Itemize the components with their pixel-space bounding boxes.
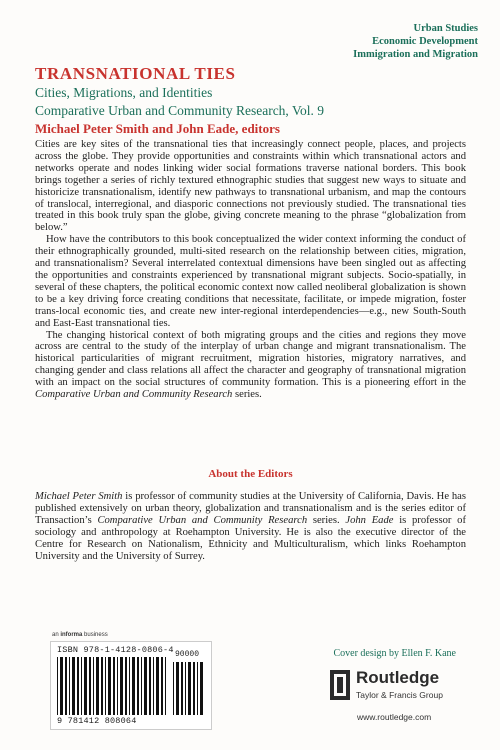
book-description — [35, 139, 466, 401]
ean-barcode-bars — [57, 657, 169, 715]
book-header — [35, 64, 475, 138]
description-paragraph: How have the contributors to this book conceptualized the wider context informing the conduct of their ethnographically grounded, multi-sited research on the relationship between cities, migration, and transnationalism? Several interrelated contextual dimensions have been singled out as affecting the opportunities and constraints experienced by transnational migrant subjects. Socio-spatially, in several of these chapters, the political economic context now called neoliberal globalization is shown to be a key driving force creating conditions that necessitate, facilitate, or impede migration, foster trans-local economic ties, and create new inter-regional interdependencies—e.g., new South-South and East-East transnational ties. — [35, 234, 466, 329]
series-title-italic: Comparative Urban and Community Research — [35, 389, 233, 401]
book-title: TRANSNATIONAL TIES — [35, 64, 236, 83]
subject-categories — [353, 22, 478, 61]
publisher-group: Taylor & Francis Group — [356, 690, 443, 700]
cover-design-credit: Cover design by Ellen F. Kane — [333, 648, 456, 659]
routledge-mark-icon — [330, 670, 350, 700]
editors-line: Michael Peter Smith and John Eade, editors — [35, 121, 280, 136]
publisher-name: Routledge — [356, 668, 440, 687]
informa-business-tag: an informa business — [52, 632, 108, 638]
isbn-number: ISBN 978-1-4128-0806-4 — [57, 645, 174, 655]
about-editors-text: Michael Peter Smith is professor of community studies at the University of California, Davis. He has published extensively on urban theory, globalization and transnationalism and is the series editor of Transaction’s Comparative Urban and Community Research series. John Eade is professor of sociology and anthropology at Roehampton University. He is also the executive director of the Centre for Research on Nationalism, Ethnicity and Multiculturalism, which links Roehampton University and the University of Surrey. — [35, 491, 466, 562]
publisher-url: www.routledge.com — [357, 712, 432, 722]
editor-name: Michael Peter Smith — [35, 491, 123, 502]
isbn-barcode — [50, 641, 212, 730]
editor-name: John Eade — [345, 514, 394, 526]
book-subtitle: Cities, Migrations, and Identities — [35, 85, 213, 100]
series-line: Comparative Urban and Community Research, Vol. 9 — [35, 103, 324, 118]
about-editors-heading: About the Editors — [208, 468, 293, 480]
subject-category: Economic Development — [372, 36, 478, 47]
description-paragraph: Cities are key sites of the transnational ties that increasingly connect people, places, and projects across the globe. They provide opportunities and constraints within which transnational actors and networks operate and nodes linking wider social formations traverse national borders. This book brings together a series of richly textured ethnographic studies that suggest new ways to situate and historicize transnationalism, identify new pathways to transnational urbanism, and map the contours of translocal, interregional, and diasporic connections not previously studied. The transnational ties treated in this book truly span the globe, giving concrete meaning to the phrase “globalization from below.” — [35, 139, 466, 234]
routledge-logo — [330, 668, 470, 718]
series-title-italic: Comparative Urban and Community Research — [97, 514, 308, 526]
subject-category: Immigration and Migration — [353, 49, 478, 60]
subject-category: Urban Studies — [413, 23, 478, 34]
description-paragraph: The changing historical context of both migrating groups and the cities and regions they move across are central to the study of the interplay of urban change and migrant transnationalism. The historical particularities of migrant recruitment, migration histories, migratory narratives, and changing gender and class relations all affect the character and geography of transnational migration with an impact on the social structures of community formation. This is a pioneering effort in the Comparative Urban and Community Research series. — [35, 329, 466, 401]
ean-number: 9 781412 808064 — [57, 716, 137, 726]
price-addon-code: 90000 — [175, 650, 200, 659]
addon-barcode-bars — [173, 662, 205, 715]
